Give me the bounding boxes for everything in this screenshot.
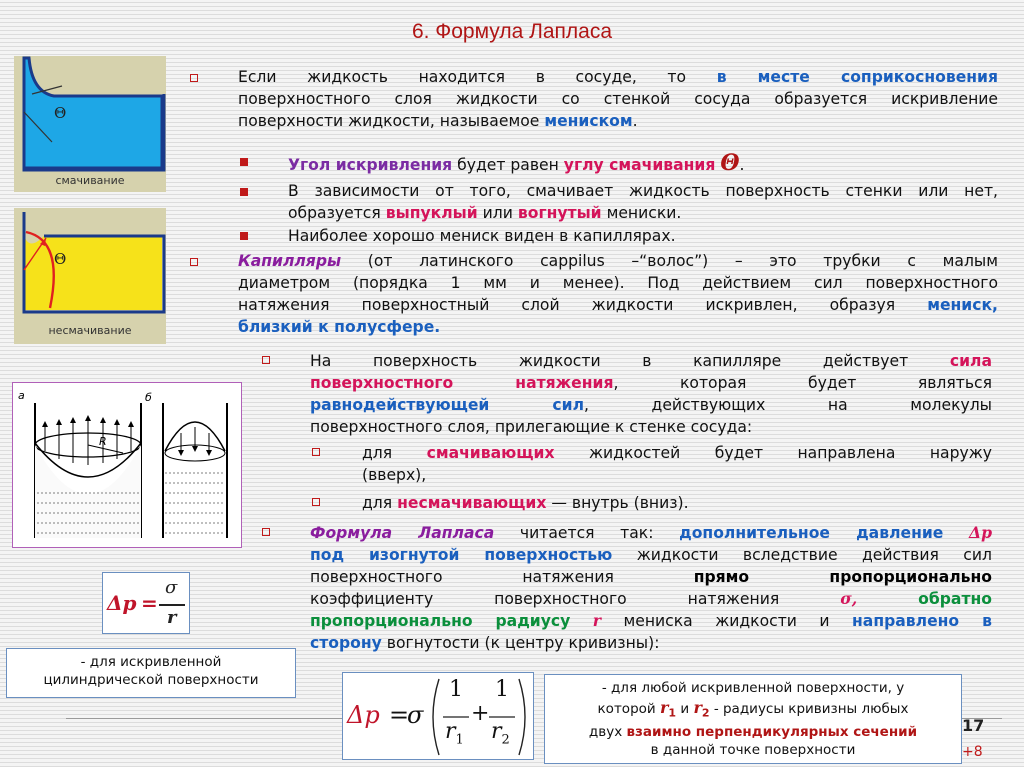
- text-span: образуется: [288, 204, 381, 222]
- theta-label-2: Θ: [54, 250, 67, 268]
- subscript: 1: [668, 706, 677, 720]
- text-span: (от латинского cappilus –“волос”) – это трубки с малым: [367, 252, 998, 270]
- text-span: читается так:: [519, 524, 654, 542]
- text-span: взаимно перпендикулярных сечений: [626, 723, 918, 740]
- text-span: мениска жидкости и: [623, 612, 830, 630]
- formula-eq: =: [141, 591, 158, 615]
- formula-r2: [491, 719, 510, 747]
- text-span: сторону: [310, 634, 382, 652]
- text-span: поверхностного натяжения: [310, 568, 614, 586]
- bullet-filled: [240, 188, 248, 196]
- page-number: 17: [962, 716, 985, 735]
- text-line: поверхностного слоя, прилегающие к стенке сосуда:: [310, 418, 753, 436]
- label-b: б: [145, 391, 152, 404]
- text-span: смачивающих: [426, 444, 555, 462]
- formula-general: [342, 672, 534, 760]
- bullet-square: [312, 448, 320, 456]
- bullet-square: [262, 528, 270, 536]
- formula-one-2: 1: [495, 677, 509, 702]
- bullet-square: [312, 498, 320, 506]
- text-span: Если жидкость находится в сосуде, то: [238, 68, 687, 86]
- capillary-force-illustration: [13, 383, 240, 546]
- text-line: в данной точке поверхности: [650, 741, 856, 758]
- text-span: под изогнутой поверхностью: [310, 546, 613, 564]
- text-span: .: [632, 112, 638, 130]
- text-span: .: [739, 156, 745, 174]
- bullet-filled: [240, 232, 248, 240]
- text-span: и: [680, 701, 690, 717]
- text-span: сила: [949, 352, 992, 370]
- text-span: Формула Лапласа: [310, 524, 495, 542]
- note-general-surface: [544, 674, 962, 764]
- radius-label: R: [99, 435, 107, 448]
- wetting-meniscus-illustration: [14, 56, 166, 192]
- text-span: обратно: [918, 590, 992, 608]
- r-symbol: r: [445, 719, 456, 744]
- text-span: для: [362, 444, 393, 462]
- theta-symbol: Θ: [720, 150, 740, 176]
- nonwetting-caption: несмачивание: [48, 324, 132, 337]
- text-span: σ,: [840, 589, 858, 608]
- formula-lhs: Δp: [107, 591, 137, 615]
- label-a: а: [18, 389, 25, 402]
- text-line: близкий к полусфере.: [238, 318, 441, 336]
- sub-bullet-wetting: [362, 442, 992, 486]
- bullet-angle: [288, 152, 988, 176]
- note-cylindrical: - для искривленной цилиндрической поверхности: [6, 648, 296, 698]
- text-span: Капилляры: [238, 252, 342, 270]
- wetting-image: [14, 56, 166, 192]
- formula-cylindrical: [102, 572, 190, 634]
- wetting-caption: смачивание: [55, 174, 125, 187]
- subscript: 2: [501, 732, 510, 748]
- theta-label: Θ: [54, 104, 67, 122]
- paragraph-capillaries: [238, 250, 998, 338]
- text-span: , которая будет являться: [613, 374, 992, 392]
- text-span: будет равен: [457, 156, 559, 174]
- text-span: которой: [597, 701, 656, 717]
- text-span: , действующих на молекулы: [584, 396, 992, 414]
- page-title: 6. Формула Лапласа: [411, 20, 613, 43]
- text-line: В зависимости от того, смачивает жидкость поверхность стенки или нет,: [288, 182, 998, 200]
- r-symbol: r: [693, 698, 702, 717]
- text-span: жидкости вследствие действия сил: [636, 546, 992, 564]
- text-span: мениски.: [606, 204, 682, 222]
- text-span: — внутрь (вниз).: [551, 494, 689, 512]
- force-arrows: [45, 419, 131, 465]
- bullet-square: [262, 356, 270, 364]
- text-span: натяжения поверхностный слой жидкости искривлен, образуя: [238, 296, 896, 314]
- text-span: направлено в: [852, 612, 992, 630]
- page-number-extra: +8: [962, 744, 983, 760]
- text-span: мениск,: [927, 296, 998, 314]
- text-span: прямо пропорционально: [693, 568, 992, 586]
- footer-divider: [66, 718, 342, 719]
- text-span: двух: [588, 723, 623, 740]
- text-span: равнодействующей сил: [310, 396, 584, 414]
- text-span: несмачивающих: [397, 494, 547, 512]
- formula-denominator: r: [167, 607, 177, 628]
- text-span: - радиусы кривизны любых: [713, 701, 909, 717]
- text-span: дополнительное давление: [679, 524, 944, 542]
- subscript: 2: [701, 706, 710, 720]
- paragraph-meniscus: [238, 66, 998, 132]
- text-span: На поверхность жидкости в капилляре действует: [310, 352, 909, 370]
- text-span: r: [592, 611, 601, 630]
- nonwetting-image: [14, 208, 166, 344]
- text-span: поверхности жидкости, называемое: [238, 112, 540, 130]
- text-line: - для любой искривленной поверхности, у: [601, 680, 905, 696]
- text-span: углу смачивания: [563, 156, 716, 174]
- text-line: (вверх),: [362, 466, 427, 484]
- text-span: мениском: [544, 112, 633, 130]
- text-span: поверхностного натяжения: [310, 374, 614, 392]
- nonwetting-meniscus-illustration: [14, 208, 166, 344]
- subscript: 1: [455, 732, 464, 748]
- fraction-bar: [159, 604, 185, 606]
- bullet-square: [190, 258, 198, 266]
- capillary-image: [12, 382, 242, 548]
- formula-plus: +: [471, 701, 490, 726]
- r-symbol: r: [659, 698, 669, 717]
- formula-eq: =: [389, 701, 410, 729]
- text-span: коэффициенту поверхностного натяжения: [310, 590, 780, 608]
- text-span: пропорционально радиусу: [310, 612, 571, 630]
- text-line: поверхностного слоя жидкости со стенкой сосуда образуется искривление: [238, 90, 998, 108]
- paragraph-laplace-statement: [310, 522, 992, 654]
- text-line: диаметром (порядка 1 мм и менее). Под действием сил поверхностного: [238, 274, 998, 292]
- text-span: жидкостей будет направлена наружу: [588, 444, 992, 462]
- text-span: или: [482, 204, 513, 222]
- formula-numerator: σ: [165, 577, 178, 598]
- text-span: вогнутости (к центру кривизны):: [386, 634, 660, 652]
- bullet-meniscus-types: [288, 180, 998, 224]
- bullet-capillaries: Наиболее хорошо мениск виден в капиллярах.: [288, 227, 676, 245]
- text-span: Δp: [968, 523, 992, 542]
- bullet-square: [190, 74, 198, 82]
- sub-bullet-nonwetting: [362, 492, 992, 514]
- formula-sigma: σ: [407, 701, 424, 729]
- text-span: в месте соприкосновения: [716, 68, 998, 86]
- r-symbol: r: [491, 719, 502, 744]
- formula-lhs: Δp: [347, 701, 380, 729]
- formula-r1: [445, 719, 464, 747]
- text-span: вогнутый: [517, 204, 602, 222]
- formula-one-1: 1: [449, 677, 463, 702]
- text-span: выпуклый: [385, 204, 478, 222]
- paragraph-surface-tension: [310, 350, 992, 438]
- text-span: для: [362, 494, 393, 512]
- text-span: Угол искривления: [288, 156, 453, 174]
- bullet-filled: [240, 158, 248, 166]
